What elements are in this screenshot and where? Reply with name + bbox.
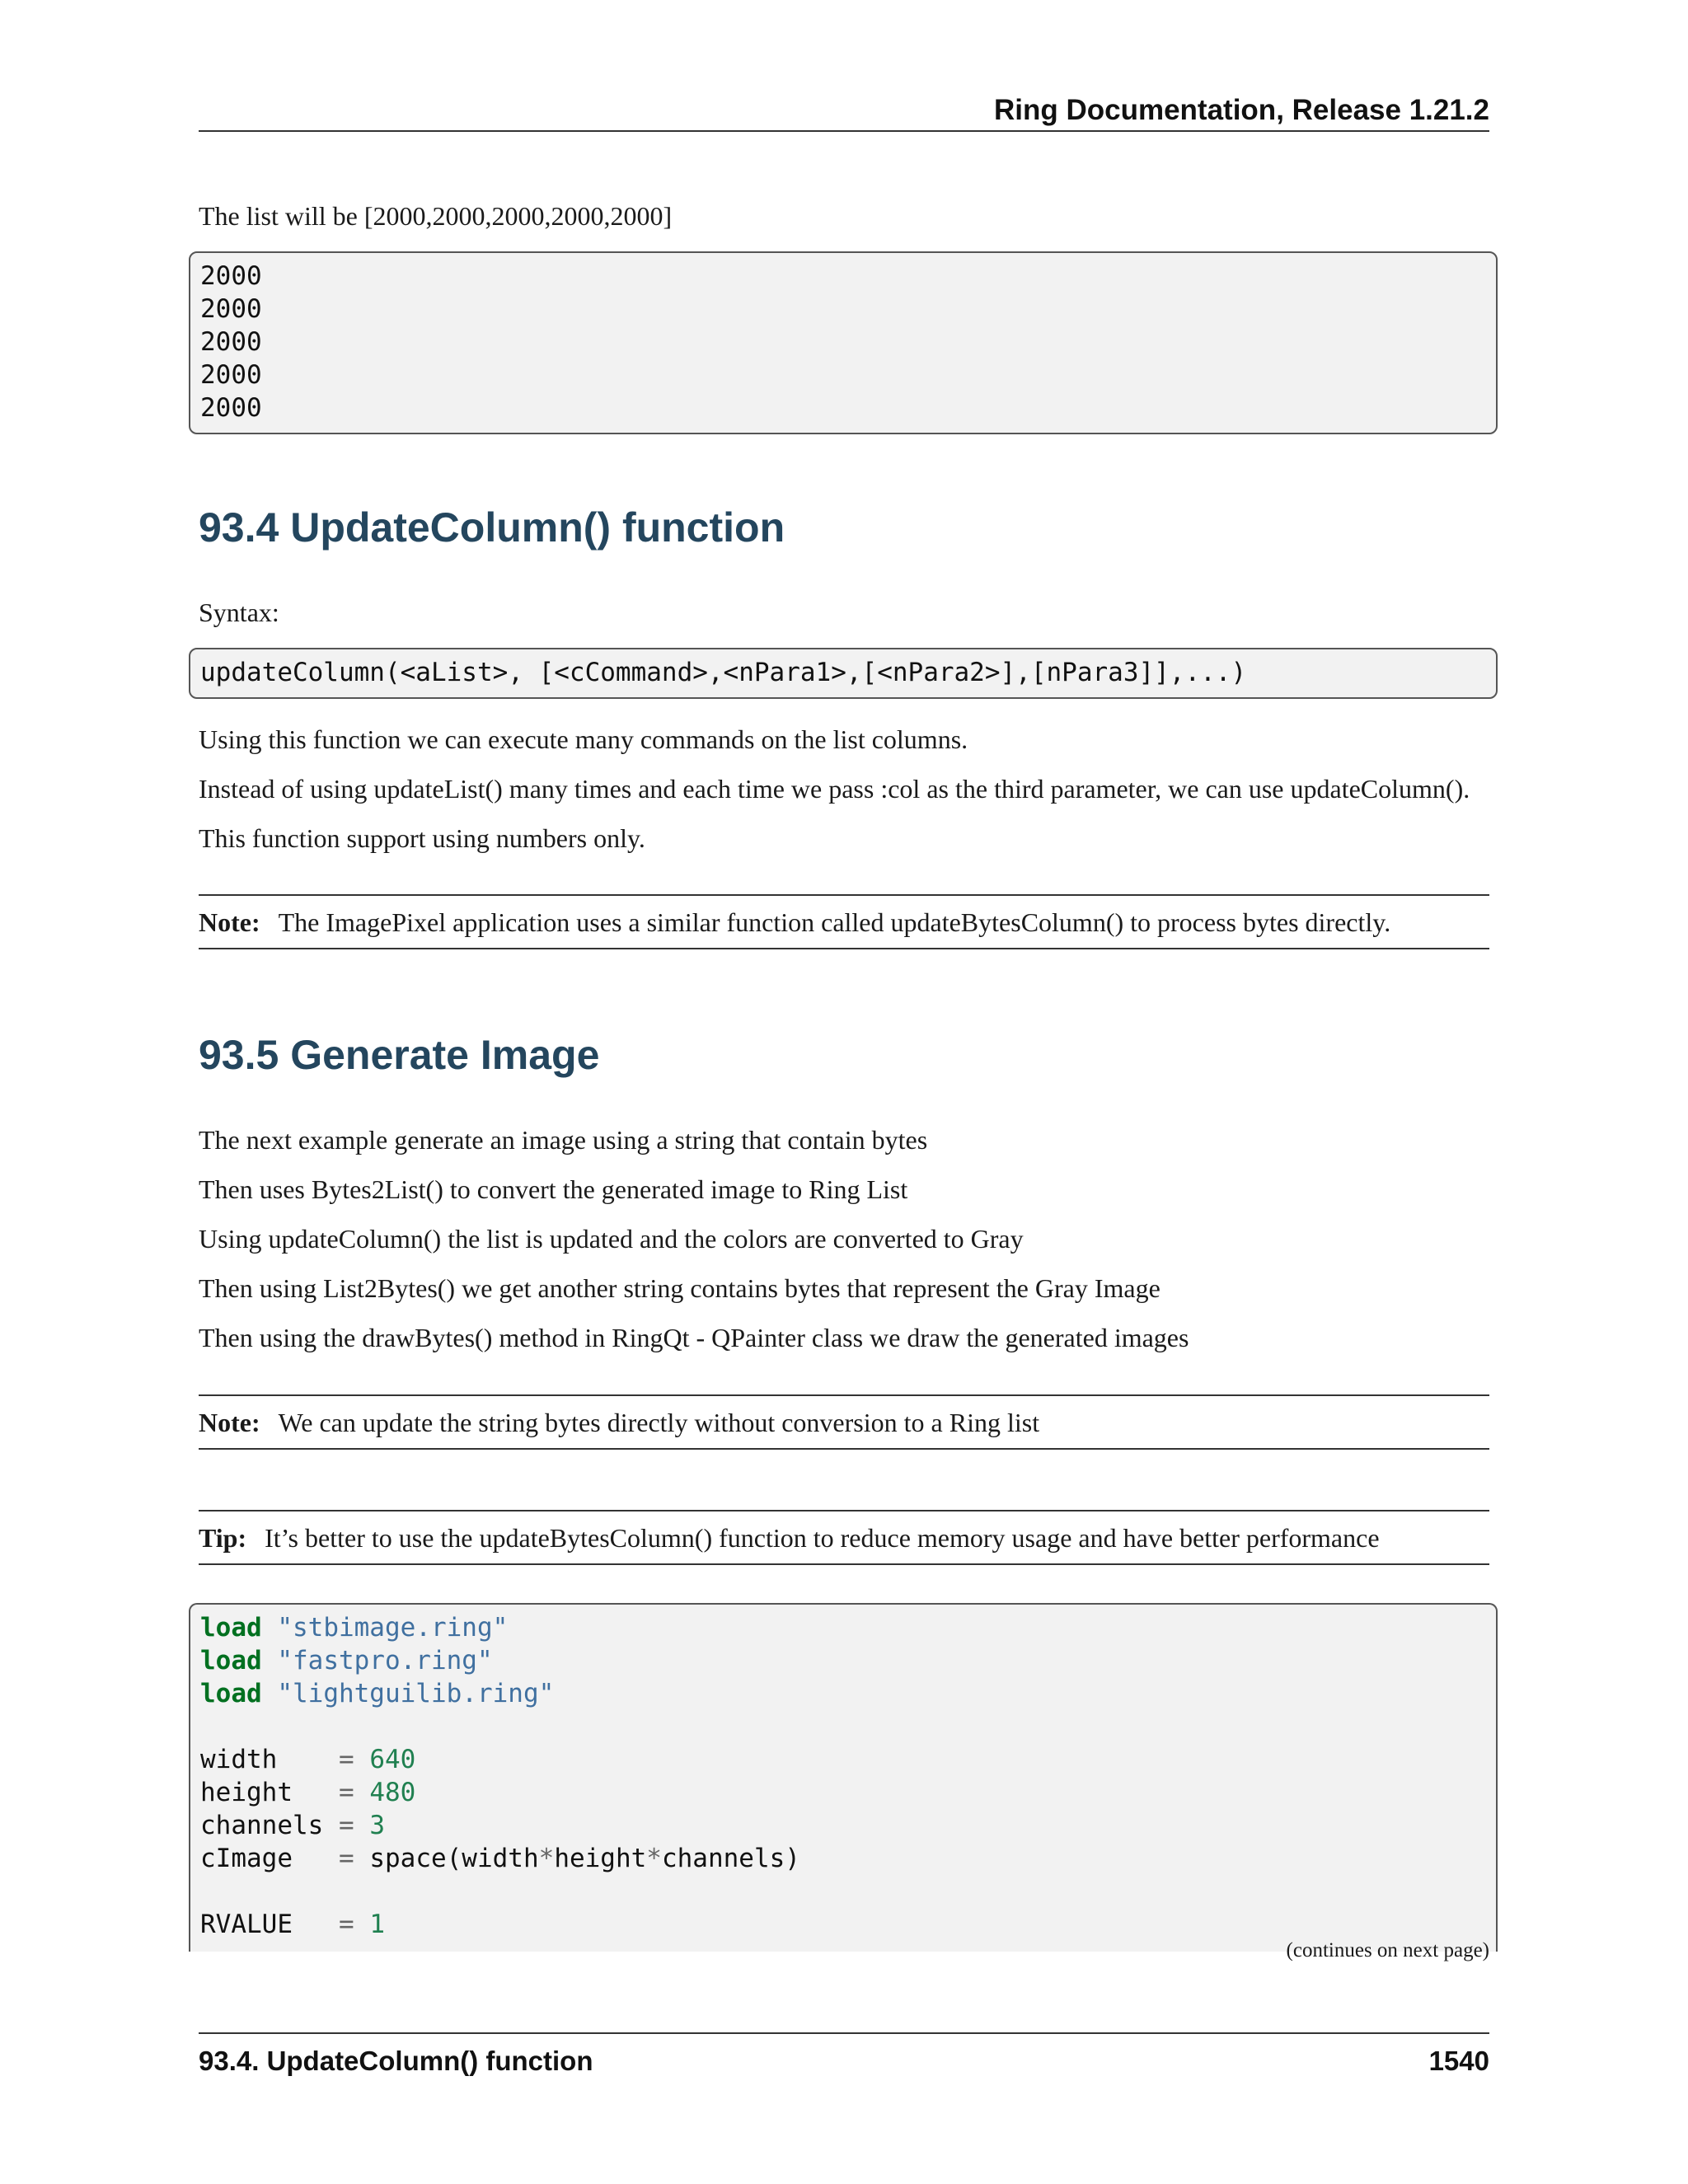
code-expression: space(width: [369, 1844, 539, 1873]
output-line: 2000: [200, 393, 262, 423]
code-operator: *: [646, 1844, 662, 1873]
example-code-block: [189, 1603, 1498, 1952]
code-line: [200, 1809, 1486, 1842]
code-number: 3: [369, 1811, 385, 1840]
tip-label: Tip:: [199, 1523, 247, 1553]
syntax-label: Syntax:: [199, 598, 279, 627]
code-identifier: width: [200, 1745, 339, 1774]
code-keyword: load: [200, 1646, 262, 1675]
output-line: 2000: [200, 261, 262, 291]
code-operator: =: [338, 1844, 354, 1873]
code-string: "stbimage.ring": [277, 1613, 509, 1643]
output-line: 2000: [200, 360, 262, 390]
list-result-text: The list will be [2000,2000,2000,2000,2000]: [199, 201, 673, 231]
paragraph: Using updateColumn() the list is updated and the colors are converted to Gray: [199, 1224, 1024, 1254]
code-identifier: channels: [200, 1811, 339, 1840]
output-line: 2000: [200, 294, 262, 324]
code-line-blank: [200, 1875, 1486, 1908]
code-number: 1: [369, 1910, 385, 1939]
code-line: [200, 1611, 1486, 1644]
output-code-block: [189, 251, 1498, 434]
note-text: The ImagePixel application uses a similar function called updateBytesColumn() to process bytes directly.: [278, 907, 1391, 937]
note-box: [199, 1394, 1489, 1450]
code-expression: channels): [661, 1844, 800, 1873]
section-heading-update-column: 93.4 UpdateColumn() function: [199, 504, 785, 551]
paragraph: The next example generate an image using a string that contain bytes: [199, 1125, 928, 1155]
paragraph: Instead of using updateList() many times and each time we pass :col as the third parameter, we can use updateColumn().: [199, 774, 1470, 804]
code-line: [200, 1842, 1486, 1875]
code-keyword: load: [200, 1613, 262, 1643]
paragraph: This function support using numbers only.: [199, 823, 645, 853]
paragraph: Using this function we can execute many commands on the list columns.: [199, 724, 968, 754]
tip-box: [199, 1510, 1489, 1565]
code-operator: =: [338, 1778, 354, 1807]
section-heading-generate-image: 93.5 Generate Image: [199, 1032, 600, 1078]
code-string: "fastpro.ring": [277, 1646, 493, 1675]
running-header: Ring Documentation, Release 1.21.2: [199, 91, 1489, 132]
code-keyword: load: [200, 1679, 262, 1708]
code-operator: =: [338, 1811, 354, 1840]
code-expression: height: [554, 1844, 647, 1873]
running-footer: [199, 2032, 1489, 2076]
code-line: [200, 1644, 1486, 1677]
syntax-code-block: [189, 648, 1498, 699]
code-operator: =: [338, 1910, 354, 1939]
code-line: [200, 1776, 1486, 1809]
syntax-code-line: updateColumn(<aList>, [<cCommand>,<nPara1>,[<nPara2>],[nPara3]],...): [200, 658, 1247, 687]
code-identifier: cImage: [200, 1844, 339, 1873]
code-identifier: RVALUE: [200, 1910, 339, 1939]
continues-on-next-page: (continues on next page): [1286, 1939, 1489, 1961]
code-line-blank: [200, 1710, 1486, 1743]
code-operator: =: [338, 1745, 354, 1774]
code-line: [200, 1743, 1486, 1776]
output-line: 2000: [200, 327, 262, 357]
paragraph: Then uses Bytes2List() to convert the generated image to Ring List: [199, 1174, 908, 1204]
note-label: Note:: [199, 907, 260, 937]
note-label: Note:: [199, 1408, 260, 1437]
footer-section-title: 93.4. UpdateColumn() function: [199, 2046, 593, 2076]
footer-page-number: 1540: [1428, 2046, 1489, 2076]
code-identifier: height: [200, 1778, 339, 1807]
document-page: [199, 0, 1489, 2184]
code-line: [200, 1677, 1486, 1710]
paragraph: Then using the drawBytes() method in RingQt - QPainter class we draw the generated images: [199, 1323, 1189, 1352]
tip-text: It’s better to use the updateBytesColumn() function to reduce memory usage and have better performance: [265, 1523, 1380, 1553]
code-line: [200, 1908, 1486, 1941]
note-box: [199, 894, 1489, 949]
note-text: We can update the string bytes directly without conversion to a Ring list: [278, 1408, 1040, 1437]
paragraph: Then using List2Bytes() we get another string contains bytes that represent the Gray Image: [199, 1273, 1160, 1303]
code-operator: *: [538, 1844, 555, 1873]
code-string: "lightguilib.ring": [277, 1679, 555, 1708]
code-number: 640: [369, 1745, 416, 1774]
code-number: 480: [369, 1778, 416, 1807]
